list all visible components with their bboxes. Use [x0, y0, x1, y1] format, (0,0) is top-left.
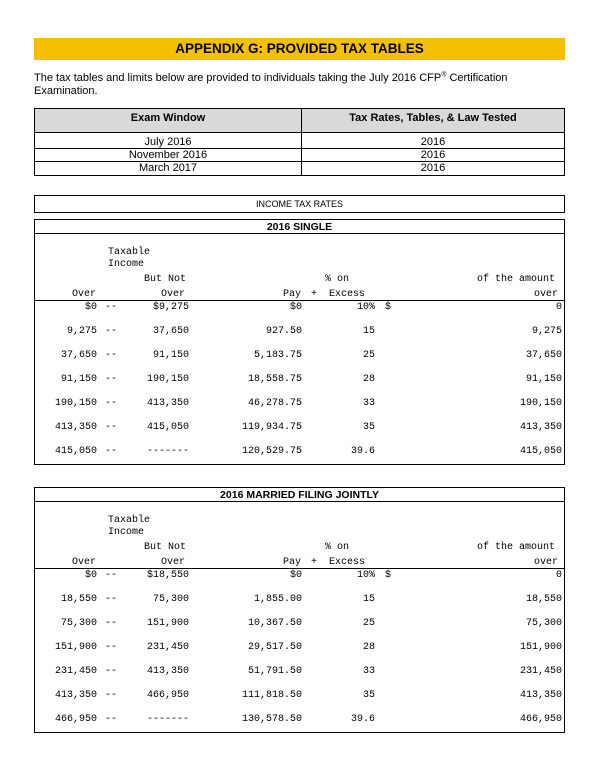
amount-over-value: 9,275	[531, 326, 562, 337]
but-not-over-value: 413,350	[146, 666, 189, 677]
pay-value: 46,278.75	[247, 398, 302, 409]
col-label-pay: Pay	[283, 557, 302, 568]
pay-value: 119,934.75	[241, 422, 302, 433]
amount-over-value: 466,950	[519, 714, 562, 725]
range-dash: --	[105, 302, 118, 313]
range-dash: --	[105, 594, 118, 605]
col-label-excess: Excess	[329, 289, 366, 300]
range-dash: --	[105, 570, 118, 581]
intro-paragraph	[34, 72, 565, 97]
col-label-pct-on: % on	[325, 274, 350, 285]
but-not-over-value: 37,650	[152, 326, 189, 337]
but-not-over-value: 75,300	[152, 594, 189, 605]
over-value: 413,350	[54, 690, 97, 701]
table-row	[35, 149, 564, 162]
but-not-over-value: 151,900	[146, 618, 189, 629]
col-label-taxable: Taxable	[108, 515, 151, 526]
col-label-over-2: Over	[161, 289, 186, 300]
range-dash: --	[105, 690, 118, 701]
amount-over-value: 151,900	[519, 642, 562, 653]
dollar-sign: $	[385, 570, 392, 581]
tax-year-cell: 2016	[420, 136, 446, 148]
exam-window-cell: March 2017	[138, 162, 198, 174]
pay-value: 111,818.50	[241, 690, 302, 701]
pay-value: 927.50	[265, 326, 302, 337]
rate-percent: 25	[362, 618, 375, 629]
amount-over-value: 415,050	[519, 446, 562, 457]
pay-value: $0	[289, 570, 302, 581]
col-label-over: Over	[72, 557, 97, 568]
range-dash: --	[105, 350, 118, 361]
pay-value: 18,558.75	[247, 374, 302, 385]
page-title-banner: APPENDIX G: PROVIDED TAX TABLES	[34, 38, 565, 60]
but-not-over-value: 415,050	[146, 422, 189, 433]
col-label-income: Income	[108, 259, 145, 270]
amount-over-value: 37,650	[525, 350, 562, 361]
tax-year-cell: 2016	[420, 149, 446, 161]
range-dash: --	[105, 714, 118, 725]
header-underline	[35, 568, 564, 569]
tax-year-cell: 2016	[420, 162, 446, 174]
rate-percent: 28	[362, 642, 375, 653]
over-value: 9,275	[66, 326, 97, 337]
over-value: 413,350	[54, 422, 97, 433]
col-label-over: Over	[72, 289, 97, 300]
table-row	[35, 136, 564, 149]
over-value: 37,650	[60, 350, 97, 361]
but-not-over-value: 231,450	[146, 642, 189, 653]
col-label-pct-on: % on	[325, 542, 350, 553]
header-underline	[35, 300, 564, 301]
but-not-over-value: 413,350	[146, 398, 189, 409]
over-value: 231,450	[54, 666, 97, 677]
registered-mark: ®	[441, 71, 447, 79]
tax-table-single	[34, 219, 565, 465]
dollar-sign: $	[385, 302, 392, 313]
rate-percent: 39.6	[350, 446, 375, 457]
rate-percent: 15	[362, 594, 375, 605]
col-label-pay: Pay	[283, 289, 302, 300]
but-not-over-value: $9,275	[152, 302, 189, 313]
range-dash: --	[105, 374, 118, 385]
but-not-over-value: 91,150	[152, 350, 189, 361]
table-title: 2016 SINGLE	[35, 220, 564, 234]
col-label-of-the-amount: of the amount	[477, 542, 556, 553]
rate-percent: 15	[362, 326, 375, 337]
but-not-over-value: -------	[146, 446, 189, 457]
range-dash: --	[105, 446, 118, 457]
rate-percent: 10%	[356, 570, 375, 581]
pay-value: 130,578.50	[241, 714, 302, 725]
col-label-plus: +	[311, 557, 318, 568]
intro-text-before: The tax tables and limits below are provided to individuals taking the July 2016 CFP	[34, 72, 442, 84]
col-label-taxable: Taxable	[108, 247, 151, 258]
pay-value: 120,529.75	[241, 446, 302, 457]
exam-window-table	[34, 108, 565, 176]
section-label: INCOME TAX RATES	[34, 195, 565, 213]
rate-percent: 35	[362, 422, 375, 433]
col-label-plus: +	[311, 289, 318, 300]
over-value: 75,300	[60, 618, 97, 629]
over-value: $0	[84, 570, 97, 581]
amount-over-value: 190,150	[519, 398, 562, 409]
range-dash: --	[105, 398, 118, 409]
col-label-of-the-amount: of the amount	[477, 274, 556, 285]
but-not-over-value: 466,950	[146, 690, 189, 701]
rate-percent: 25	[362, 350, 375, 361]
rate-percent: 10%	[356, 302, 375, 313]
col-label-over-3: over	[534, 557, 559, 568]
amount-over-value: 75,300	[525, 618, 562, 629]
pay-value: 29,517.50	[247, 642, 302, 653]
pay-value: 51,791.50	[247, 666, 302, 677]
amount-over-value: 0	[555, 302, 562, 313]
tax-table-married-filing-jointly	[34, 487, 565, 733]
amount-over-value: 413,350	[519, 422, 562, 433]
amount-over-value: 0	[555, 570, 562, 581]
over-value: 415,050	[54, 446, 97, 457]
pay-value: 5,183.75	[253, 350, 302, 361]
range-dash: --	[105, 326, 118, 337]
range-dash: --	[105, 422, 118, 433]
over-value: $0	[84, 302, 97, 313]
rate-percent: 28	[362, 374, 375, 385]
col-label-over-2: Over	[161, 557, 186, 568]
col-label-income: Income	[108, 527, 145, 538]
amount-over-value: 413,350	[519, 690, 562, 701]
exam-window-cell: November 2016	[128, 149, 208, 161]
col-label-over-3: over	[534, 289, 559, 300]
but-not-over-value: 190,150	[146, 374, 189, 385]
rate-percent: 35	[362, 690, 375, 701]
col-label-but-not: But Not	[144, 274, 187, 285]
col-label-excess: Excess	[329, 557, 366, 568]
pay-value: 10,367.50	[247, 618, 302, 629]
over-value: 151,900	[54, 642, 97, 653]
pay-value: 1,855.00	[253, 594, 302, 605]
but-not-over-value: -------	[146, 714, 189, 725]
table-title: 2016 MARRIED FILING JOINTLY	[35, 488, 564, 502]
col-label-but-not: But Not	[144, 542, 187, 553]
header-exam-window: Exam Window	[130, 112, 206, 124]
pay-value: $0	[289, 302, 302, 313]
but-not-over-value: $18,550	[146, 570, 189, 581]
amount-over-value: 91,150	[525, 374, 562, 385]
range-dash: --	[105, 642, 118, 653]
over-value: 466,950	[54, 714, 97, 725]
rate-percent: 39.6	[350, 714, 375, 725]
header-tax-rates: Tax Rates, Tables, & Law Tested	[349, 112, 517, 124]
over-value: 190,150	[54, 398, 97, 409]
table-row	[35, 162, 564, 175]
over-value: 18,550	[60, 594, 97, 605]
rate-percent: 33	[362, 398, 375, 409]
range-dash: --	[105, 618, 118, 629]
intro-text-after: Certification Examination.	[34, 72, 508, 97]
range-dash: --	[105, 666, 118, 677]
exam-window-cell: July 2016	[144, 136, 192, 148]
over-value: 91,150	[60, 374, 97, 385]
rate-percent: 33	[362, 666, 375, 677]
amount-over-value: 231,450	[519, 666, 562, 677]
amount-over-value: 18,550	[525, 594, 562, 605]
